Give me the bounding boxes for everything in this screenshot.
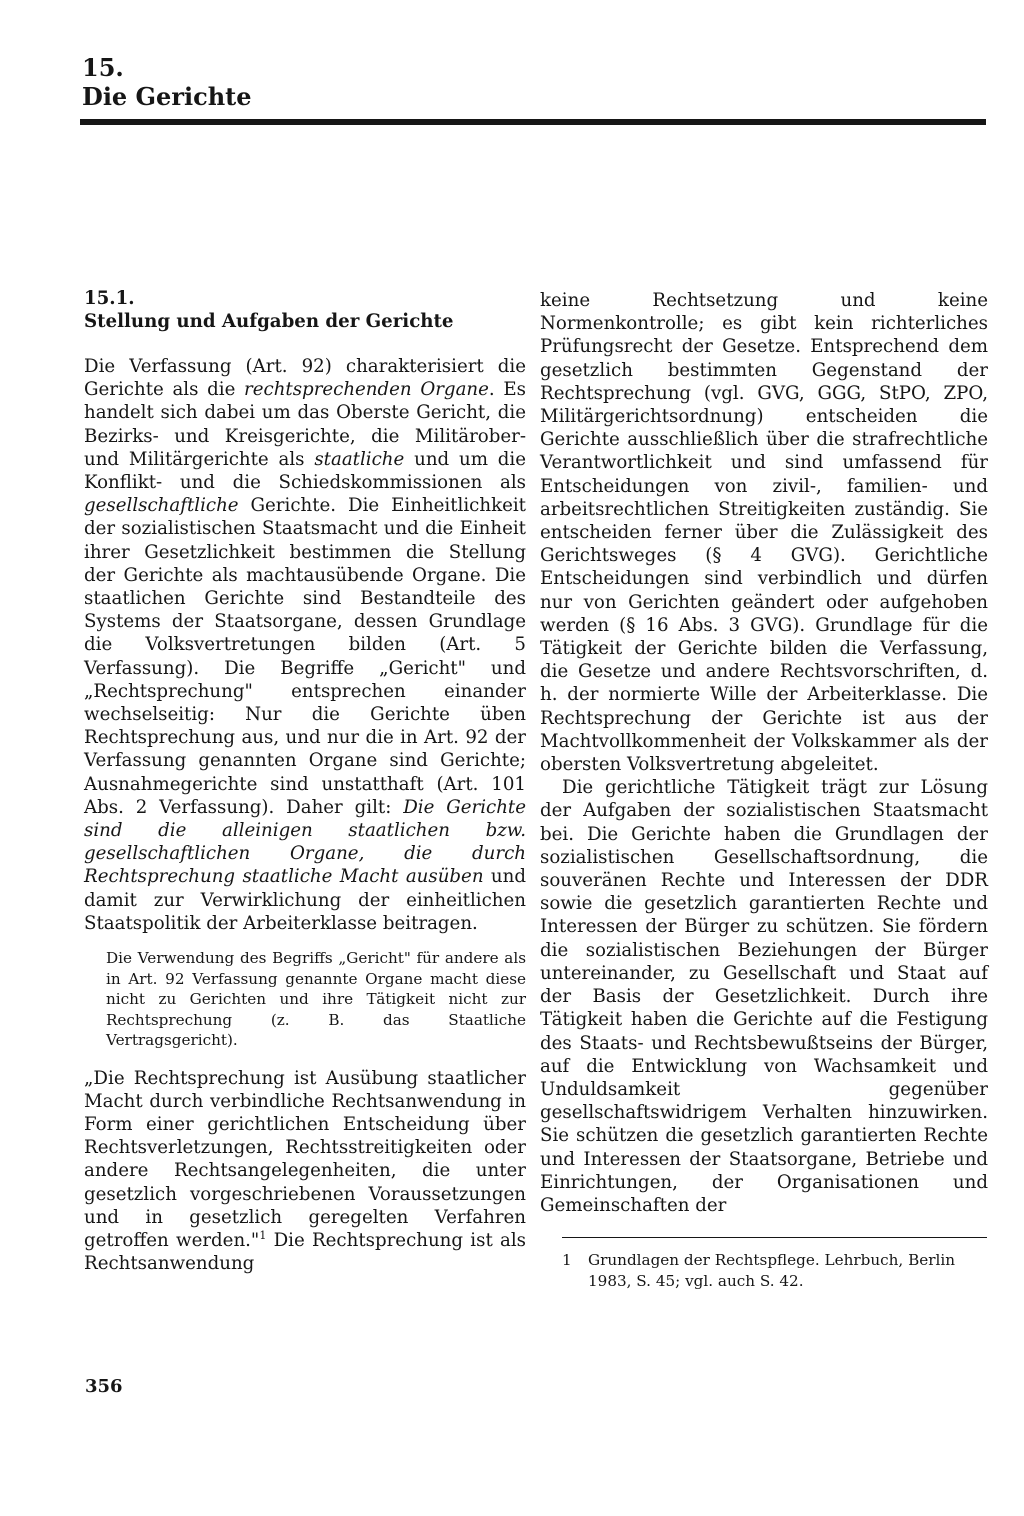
chapter-heading	[82, 54, 252, 112]
left-column	[84, 288, 526, 1275]
note-paragraph: Die Verwendung des Begriffs „Gericht" für andere als in Art. 92 Verfassung genannte Organe macht diese nicht zu Gerichten und ihre Tätigkeit nicht zur Rechtsprechung (z. B. das Staatliche Vertragsgericht).	[106, 949, 526, 1050]
page-number: 356	[85, 1376, 123, 1397]
left-paragraph-2: „Die Rechtsprechung ist Ausübung staatlicher Macht durch verbindliche Rechtsanwendung in Form einer gerichtlichen Entscheidung über Rechtsverletzungen, Rechtsstreitigkeiten oder andere Rechtsangelegenheiten, die unter gesetzlich vorgeschriebenen Voraussetzungen und in gesetzlich geregelten Verfahren getroffen werden."$^1$ Die Rechtsprechung ist als Rechtsanwendung	[84, 1067, 526, 1275]
chapter-title: Die Gerichte	[82, 82, 252, 111]
right-paragraph-2: Die gerichtliche Tätigkeit trägt zur Lösung der Aufgaben der sozialistischen Staatsmacht bei. Die Gerichte haben die Grundlagen der sozialistischen Gesellschaftsordnung, die souveränen Rechte und Interessen der DDR sowie die gesetzlich garantierten Rechte und Interessen der Bürger zu schützen. Sie fördern die sozialistischen Beziehungen der Bürger untereinander, zu Gesellschaft und Staat auf der Basis der Gesetzlichkeit. Durch ihre Tätigkeit haben die Gerichte auf die Festigung des Staats- und Rechtsbewußtseins der Bürger, auf die Entwicklung von Wachsamkeit und Unduldsamkeit gegenüber gesellschaftswidrigem Verhalten hinzuwirken. Sie schützen die gesetzlich garantierten Rechte und Interessen der Staatsorgane, Betriebe und Einrichtungen, der Organisationen und Gemeinschaften der	[540, 777, 988, 1216]
left-paragraph-1: Die Verfassung (Art. 92) charakterisiert die Gerichte als die rechtsprechenden Organe. Es handelt sich dabei um das Oberste Gericht, die Bezirks- und Kreisgerichte, die Militärober- und Militärgerichte als staatliche und um die Konflikt- und die Schiedskommissionen als gesellschaftliche Gerichte. Die Einheitlichkeit der sozialistischen Staatsmacht und die Einheit ihrer Gesetzlichkeit bestimmen die Stellung der Gerichte als machtausübende Organe. Die staatlichen Gerichte sind Bestandteile des Systems der Staatsorgane, dessen Grundlage die Volksvertretungen bilden (Art. 5 Verfassung). Die Begriffe „Gericht" und „Rechtsprechung" entsprechen einander wechselseitig: Nur die Gerichte üben Rechtsprechung aus, und nur die in Art. 92 der Verfassung genannten Organe sind Gerichte; Ausnahmegerichte sind unstatthaft (Art. 101 Abs. 2 Verfassung). Daher gilt: Die Gerichte sind die alleinigen staatlichen bzw. gesellschaftlichen Organe, die durch Rechtsprechung staatliche Macht ausüben und damit zur Verwirklichung der einheitlichen Staatspolitik der Arbeiterklasse beitragen.	[84, 356, 527, 934]
footnote-text: Grundlagen der Rechtspflege. Lehrbuch, Berlin 1983, S. 45; vgl. auch S. 42.	[588, 1251, 955, 1290]
chapter-rule	[80, 119, 986, 125]
footnote-rule	[562, 1237, 987, 1238]
footnote	[562, 1250, 988, 1291]
footnote-mark: 1	[562, 1251, 572, 1270]
right-column	[540, 289, 988, 1291]
section-number: 15.1.	[84, 288, 135, 309]
chapter-number: 15.	[82, 53, 124, 82]
footnote-ref: 1	[259, 1228, 267, 1242]
section-title: Stellung und Aufgaben der Gerichte	[84, 311, 454, 332]
right-paragraph-1: keine Rechtsetzung und keine Normenkontrolle; es gibt kein richterliches Prüfungsrecht der Gesetze. Entsprechend dem gesetzlich bestimmten Gegenstand der Rechtsprechung (vgl. GVG, GGG, StPO, ZPO, Militärgerichtsordnung) entscheiden die Gerichte ausschließlich über die strafrechtliche Verantwortlichkeit und sind umfassend für Entscheidungen von zivil-, familien- und arbeitsrechtlichen Streitigkeiten zuständig. Sie entscheiden ferner über die Zulässigkeit des Gerichtsweges (§ 4 GVG). Gerichtliche Entscheidungen sind verbindlich und dürfen nur von Gerichten geändert oder aufgehoben werden (§ 16 Abs. 3 GVG). Grundlage für die Tätigkeit der Gerichte bilden die Verfassung, die Gesetze und andere Rechtsvorschriften, d. h. der normierte Wille der Arbeiterklasse. Die Rechtsprechung der Gerichte ist aus der Machtvollkommenheit der Volkskammer als der obersten Volksvertretung abgeleitet.	[540, 290, 988, 776]
